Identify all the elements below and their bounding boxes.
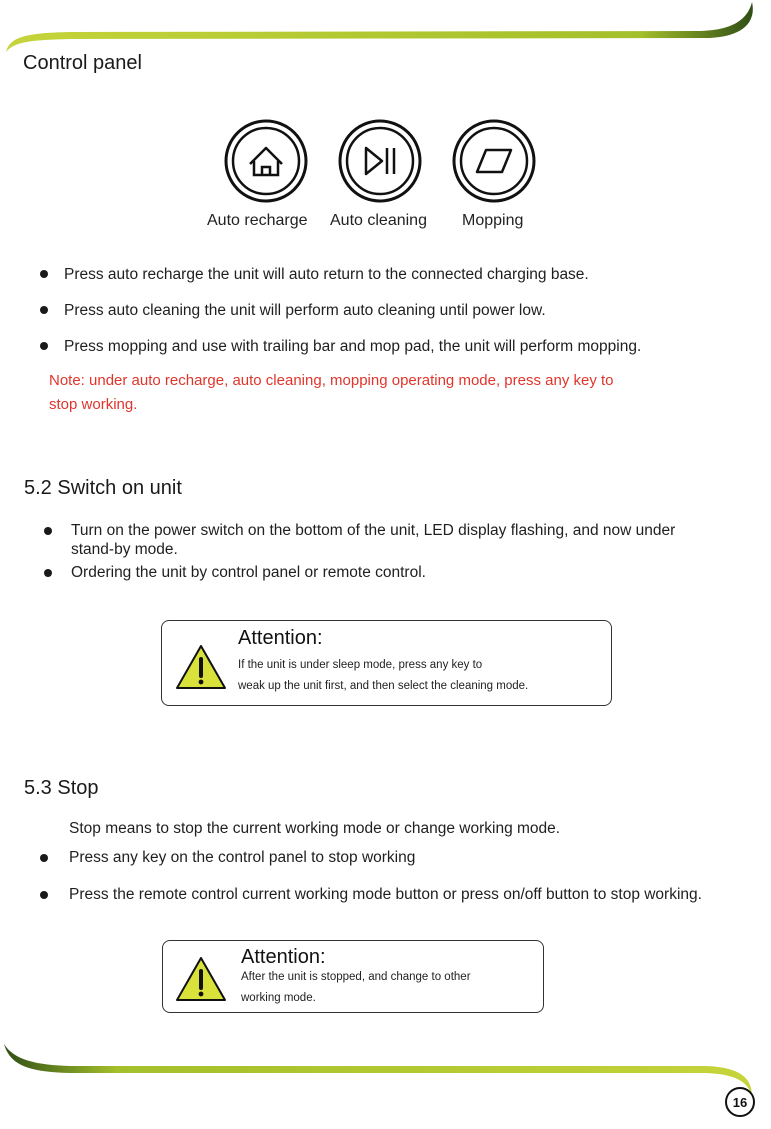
note-line: stop working. bbox=[49, 396, 138, 413]
attention-box-sleep bbox=[161, 620, 612, 706]
bullet-icon bbox=[40, 854, 48, 862]
mopping-label: Mopping bbox=[462, 212, 524, 229]
section-title-stop: 5.3 Stop bbox=[24, 777, 99, 799]
bullet-icon bbox=[44, 569, 52, 577]
auto-recharge-button[interactable] bbox=[223, 118, 309, 204]
list-item: Press mopping and use with trailing bar and mop pad, the unit will perform mopping. bbox=[64, 338, 642, 355]
auto-cleaning-button[interactable] bbox=[337, 118, 423, 204]
control-panel-title: Control panel bbox=[23, 52, 142, 74]
attention-text bbox=[241, 967, 471, 1009]
list-item: Press auto cleaning the unit will perform auto cleaning until power low. bbox=[64, 302, 546, 319]
attention-box-stop bbox=[162, 940, 544, 1013]
bottom-swoosh-decoration bbox=[0, 1040, 771, 1100]
home-icon bbox=[223, 118, 309, 204]
mopping-button[interactable] bbox=[451, 118, 537, 204]
list-item: Press auto recharge the unit will auto return to the connected charging base. bbox=[64, 266, 589, 283]
page-number: 16 bbox=[732, 1094, 748, 1110]
attention-title: Attention: bbox=[238, 627, 323, 649]
list-item: Press any key on the control panel to stop working bbox=[69, 849, 416, 866]
list-item-line: stand-by mode. bbox=[71, 541, 178, 558]
auto-cleaning-label: Auto cleaning bbox=[330, 212, 427, 229]
attention-line: After the unit is stopped, and change to other bbox=[241, 971, 471, 983]
mop-icon bbox=[451, 118, 537, 204]
attention-line: weak up the unit first, and then select the cleaning mode. bbox=[238, 680, 529, 692]
auto-recharge-label: Auto recharge bbox=[207, 212, 308, 229]
attention-title: Attention: bbox=[241, 946, 326, 968]
attention-text bbox=[238, 655, 528, 697]
play-pause-icon bbox=[337, 118, 423, 204]
list-item bbox=[71, 521, 675, 559]
list-item: Press the remote control current working mode button or press on/off button to stop working. bbox=[69, 886, 702, 903]
attention-line: working mode. bbox=[241, 992, 316, 1004]
list-item-line: Turn on the power switch on the bottom of the unit, LED display flashing, and now under bbox=[71, 522, 676, 539]
page-number-badge bbox=[725, 1087, 755, 1117]
bullet-icon bbox=[40, 891, 48, 899]
bullet-icon bbox=[40, 306, 48, 314]
note-text bbox=[49, 369, 614, 417]
section-title-switch-on: 5.2 Switch on unit bbox=[24, 477, 182, 499]
bullet-icon bbox=[40, 270, 48, 278]
warning-icon bbox=[174, 643, 228, 691]
attention-line: If the unit is under sleep mode, press any key to bbox=[238, 659, 483, 671]
warning-icon bbox=[174, 955, 228, 1003]
note-line: Note: under auto recharge, auto cleaning, mopping operating mode, press any key to bbox=[49, 372, 614, 389]
stop-intro-text: Stop means to stop the current working mode or change working mode. bbox=[69, 820, 561, 837]
bullet-icon bbox=[40, 342, 48, 350]
list-item: Ordering the unit by control panel or remote control. bbox=[71, 564, 426, 581]
bullet-icon bbox=[44, 527, 52, 535]
